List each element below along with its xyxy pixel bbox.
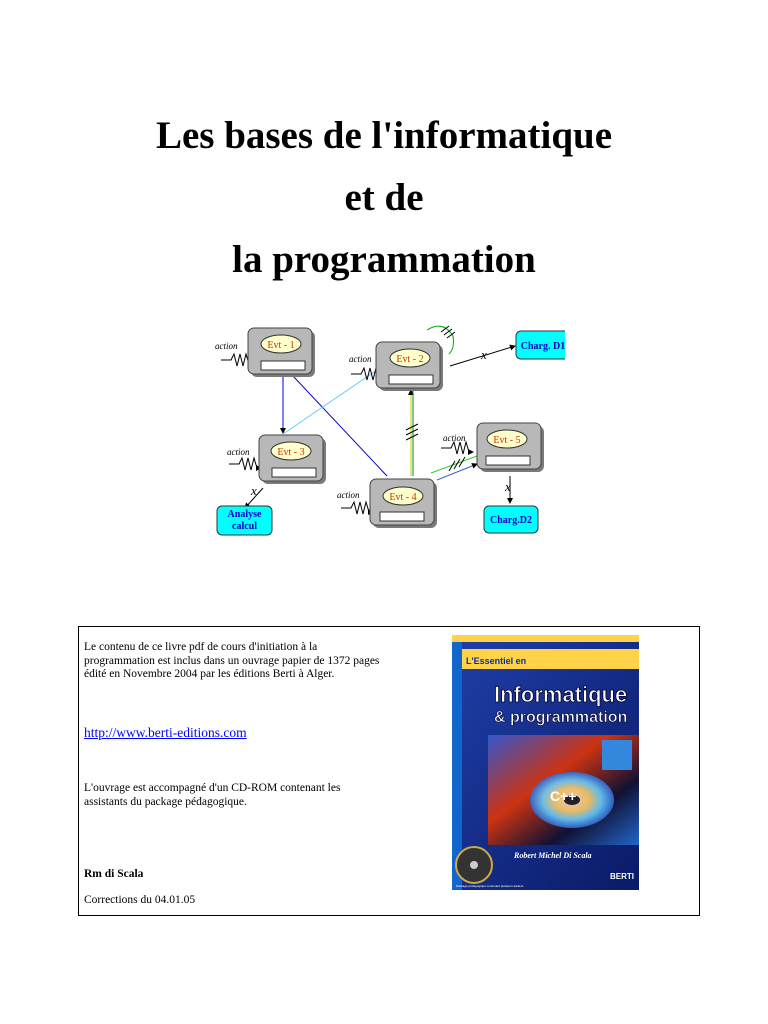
- event-box-1: [248, 328, 315, 377]
- x-mark: x: [251, 483, 257, 498]
- event-label: Evt - 4: [389, 492, 417, 503]
- action-label: action: [215, 341, 238, 351]
- target-label: calcul: [232, 521, 257, 532]
- event-box-3: [259, 435, 326, 484]
- cover-title-1: Informatique: [494, 682, 628, 707]
- target-label: Charg.D2: [490, 515, 532, 526]
- target-label: Charg. D1: [520, 341, 565, 352]
- action-label: action: [443, 433, 466, 443]
- x-mark: x: [481, 347, 487, 362]
- cover-publisher-logo: BERTI: [610, 872, 634, 881]
- title-line-2: et de: [344, 176, 424, 219]
- cd-caption: Package pédagogique contenant plusieurs ateliers: [456, 884, 524, 888]
- book-info-box: [78, 626, 700, 916]
- title-line-1: Les bases de l'informatique: [155, 114, 613, 157]
- cover-header: L'Essentiel en: [466, 656, 527, 666]
- target-label: Analyse: [227, 509, 262, 520]
- cover-art-glyph: C++: [550, 788, 577, 804]
- event-diagram: [205, 318, 565, 548]
- target-charg-d1: [516, 331, 565, 359]
- target-charg-d2: [484, 506, 538, 533]
- event-label: Evt - 1: [267, 340, 295, 351]
- event-box-5: [477, 423, 544, 472]
- event-label: Evt - 3: [277, 447, 305, 458]
- publisher-link[interactable]: http://www.berti-editions.com: [84, 725, 247, 740]
- action-label: action: [349, 354, 372, 364]
- event-label: Evt - 2: [396, 354, 424, 365]
- corrections-date: Corrections du 04.01.05: [84, 894, 196, 906]
- action-label: action: [227, 447, 250, 457]
- x-mark: x: [505, 479, 511, 494]
- author-name: Rm di Scala: [84, 868, 144, 880]
- title-line-3: la programmation: [232, 238, 536, 281]
- event-box-4: [370, 479, 437, 528]
- book-cover: [452, 635, 639, 890]
- event-box-2: [376, 342, 443, 391]
- cover-author: Robert Michel Di Scala: [514, 851, 592, 860]
- cover-title-2: & programmation: [494, 709, 628, 726]
- event-label: Evt - 5: [493, 435, 521, 446]
- cd-rom-paragraph: L'ouvrage est accompagné d'un CD-ROM contenant les assistants du package pédagogique.: [84, 782, 341, 808]
- intro-paragraph: Le contenu de ce livre pdf de cours d'initiation à la programmation est inclus dans un ouvrage papier de 1372 pages édité en Novembre 2004 par les éditions Berti à Alger.: [84, 641, 380, 680]
- action-label: action: [337, 490, 360, 500]
- target-analyse-calcul: [217, 506, 272, 535]
